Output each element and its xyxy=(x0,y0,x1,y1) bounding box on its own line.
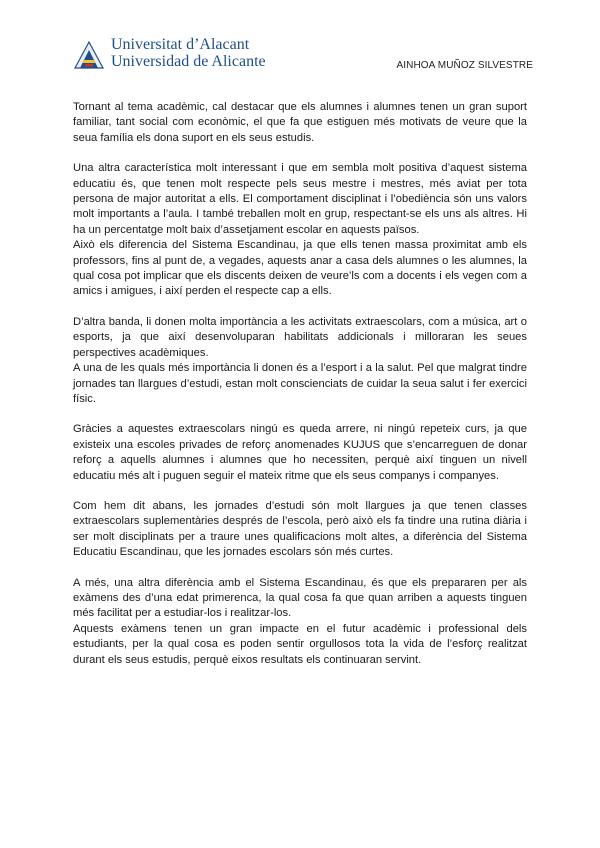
author-name: AINHOA MUÑOZ SILVESTRE xyxy=(396,60,533,71)
paragraph-4: D’altra banda, li donen molta importància a les activitats extraescolars, com a música, art o esports, ja que així desenvoluparan habilitats addicionals i milloraran les seues perspectives acadèmiques. xyxy=(73,315,527,359)
page-header xyxy=(73,36,533,76)
university-logo-icon xyxy=(73,38,105,70)
document-body xyxy=(73,100,527,668)
paragraph-5: A una de les quals més importància li donen és a l’esport i a la salut. Pel que malgrat tindre jornades tan llargues d’estudi, estan molt conscienciats de cuidar la seua salut i fer exercici físic. xyxy=(73,362,527,405)
paragraph-9: Aquests exàmens tenen un gran impacte en el futur acadèmic i professional dels estudiants, per la qual cosa es poden sentir orgullosos tota la vida de l’esforç realitzat durant els seus estudis, perquè eixos resultats els continuaran servint. xyxy=(73,622,527,666)
paragraph-2: Una altra característica molt interessant i que em sembla molt positiva d’aquest sistema educatiu és, que tenen molt respecte pels seus mestre i mestres, més aviat per tota persona de major autoritat a ells. El comportament disciplinat i l’obediència són uns valors molt importants a l’aula. I també treballen molt en grup, respectant-se els uns als altres. Hi ha un percentatge molt baix d’assetjament escolar en aquests països. xyxy=(73,162,527,236)
paragraph-8: A més, una altra diferència amb el Sistema Escandinau, és que els prepararen per als exàmens des d’una edat primerenca, la qual cosa fa que quan arriben a aquests tinguen més facilitat per a estudiar-los i realitzar-los. xyxy=(73,576,527,620)
paragraph-1: Tornant al tema acadèmic, cal destacar que els alumnes i alumnes tenen un gran suport familiar, tant social com econòmic, el que fa que estiguen més motivats de veure que la seua família els dona suport en els seus estudis. xyxy=(73,101,527,144)
university-name-line1: Universitat d’Alacant xyxy=(111,36,250,53)
university-logo xyxy=(73,36,266,76)
paragraph-6: Gràcies a aquestes extraescolars ningú es queda arrere, ni ningú repeteix curs, ja que existeix una escoles privades de reforç anomenades KUJUS que s’encarreguen de donar reforç a aquells alumnes i alumnes que ho necessiten, perquè així tinguen un nivell educatiu més alt i puguen seguir el mateix ritme que els seus companys i companyes. xyxy=(73,423,527,482)
university-name-line2: Universidad de Alicante xyxy=(111,53,266,70)
paragraph-3: Això els diferencia del Sistema Escandinau, ja que ells tenen massa proximitat amb els professors, fins al punt de, a vegades, aquests anar a casa dels alumnes o les alumnes, la qual cosa pot implicar que els discents deixen de veure’ls com a docents i els vegen com a amics i amigues, i així perden el respecte cap a ells. xyxy=(73,239,527,298)
university-name xyxy=(111,36,266,70)
paragraph-7: Com hem dit abans, les jornades d’estudi són molt llargues ja que tenen classes extraescolars suplementàries després de l’escola, però això els fa tindre una rutina diària i ser molt disciplinats per a traure unes qualificacions molt altes, a diferència del Sistema Educatiu Escandinau, que les jornades escolars són més curtes. xyxy=(73,499,527,559)
